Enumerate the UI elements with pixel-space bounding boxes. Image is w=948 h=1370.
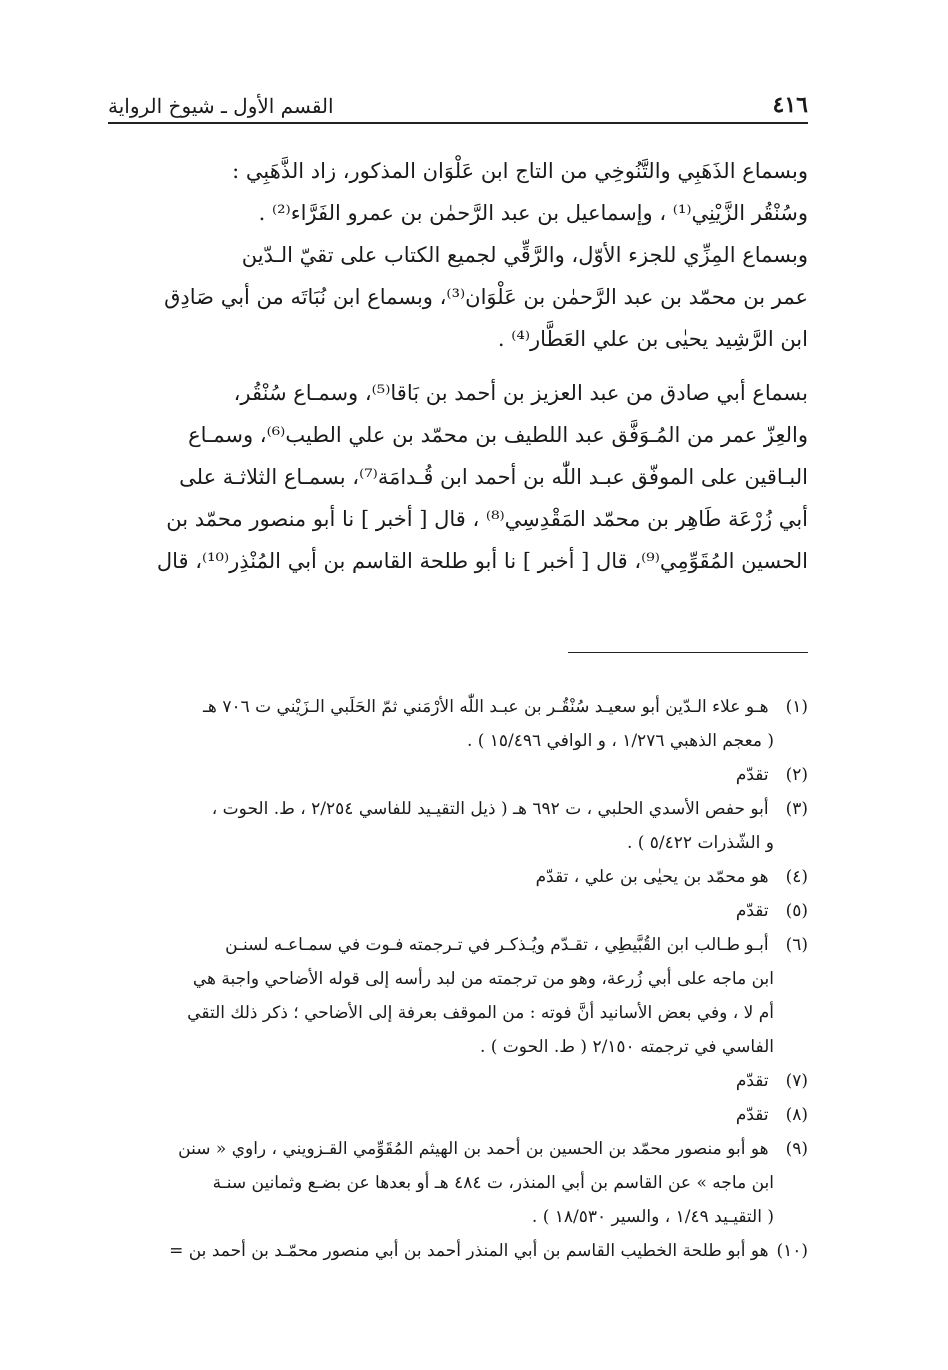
footnote-3 [108,792,808,860]
footnote-separator [568,652,808,653]
footnote-number: (٣) [785,799,808,819]
footnote-line: تقدّم [735,1105,769,1125]
paragraph-1 [108,150,808,234]
footnote-line: أبـو طـالب ابن القُبَّيطِي ، تقـدّم ويُـذكـر في تـرجمته فـوت في سمـاعـه لسنـن [225,935,769,955]
footnote-line: تقدّم [735,1071,769,1091]
paragraph-2 [108,234,808,360]
footnote-line: ( التقيـيد ١/٤٩ ، والسير ١٨/٥٣٠ ) . [531,1207,774,1227]
footnote-line: أبو حفص الأسدي الحلبي ، ت ٦٩٢ هـ ( ذيل التقيـيد للفاسي ٢/٢٥٤ ، ط. الحوت ، [211,799,769,819]
footnote-line: أم لا ، وفي بعض الأسانيد أنَّ فوته : من الموقف بعرفة إلى الأضاحي ؛ ذكر ذلك التقي [187,1003,774,1023]
paragraph-3 [108,372,808,582]
footnote-8 [108,1098,808,1132]
text-line: أبي زُرْعَة طَاهِر بن محمّد المَقْدِسِي⁽⁸⁾ ، قال [ أخبر ] نا أبو منصور محمّد بن [166,507,808,531]
footnote-6 [108,928,808,1064]
footnote-9 [108,1132,808,1234]
footnote-line: ابن ماجه على أبي زُرعة، وهو من ترجمته من لبد رأسه إلى قوله الأضاحي واجبة هي [192,969,774,989]
text-line: وسُنْقُر الزَّيْنِي⁽¹⁾ ، وإسماعيل بن عبد الرَّحمٰن بن عمرو الفَرَّاء⁽²⁾ . [258,201,808,225]
footnote-7 [108,1064,808,1098]
footnote-number: (٤) [785,867,808,887]
footnote-2 [108,758,808,792]
footnote-1 [108,690,808,758]
text-line: وبسماع المِزِّي للجزء الأوّل، والرَّقِّي لجميع الكتاب على تقيّ الـدّين [241,243,808,267]
footnote-number: (١) [785,697,808,717]
footnote-number: (٢) [785,765,808,785]
footnote-10 [108,1234,808,1268]
footnote-number: (١٠) [776,1241,808,1261]
footnote-line: هو محمّد بن يحيٰى بن علي ، تقدّم [535,867,769,887]
text-line: ابن الرَّشِيد يحيٰى بن علي العَطَّار⁽⁴⁾ . [497,327,808,351]
text-line: وبسماع الذَهَبِي والتَّنُوخِي من التاج ابن عَلْوَان المذكور، زاد الذَّهَبِي : [232,159,808,183]
footnote-line: ابن ماجه » عن القاسم بن أبي المنذر، ت ٤٨٤ هـ أو بعدها عن بضـع وثمانين سنـة [212,1173,774,1193]
running-header [108,80,808,118]
footnote-line: تقدّم [735,901,769,921]
footnotes [108,690,808,1268]
text-line: بسماع أبي صادق من عبد العزيز بن أحمد بن بَاقا⁽⁵⁾، وسمـاع سُنْقُر، [233,381,808,405]
header-rule [108,122,808,124]
footnote-number: (٦) [785,935,808,955]
text-line: البـاقين على الموفّق عبـد اللّٰه بن أحمد ابن قُـدامَة⁽⁷⁾، بسمـاع الثلاثـة على [179,465,808,489]
footnote-line: هو أبو طلحة الخطيب القاسم بن أبي المنذر أحمد بن أبي منصور محمّـد بن أحمد بن = [169,1241,769,1261]
main-text [108,150,808,582]
page-number: ٤١٦ [772,92,808,118]
footnote-line: هـو علاء الـدّين أبو سعيـد سُنْقُـر بن عبـد اللّٰه الأرْمَني ثمّ الحَلَبي الـزَيْني ت ٧٠٦ هـ [202,697,769,717]
text-line: الحسين المُقَوِّمِي⁽⁹⁾، قال [ أخبر ] نا أبو طلحة القاسم بن أبي المُنْذِر⁽¹⁰⁾، قال [156,549,808,573]
footnote-number: (٩) [785,1139,808,1159]
footnote-line: تقدّم [735,765,769,785]
text-line: والعِزّ عمر من المُـوَفَّق عبد اللطيف بن محمّد بن علي الطيب⁽⁶⁾، وسمـاع [188,423,808,447]
text-line: عمر بن محمّد بن عبد الرَّحمٰن بن عَلْوَان⁽³⁾، وبسماع ابن نُبَاتَه من أبي صَادِق [164,285,808,309]
running-title: القسم الأول ـ شيوخ الرواية [108,94,334,118]
footnote-number: (٧) [785,1071,808,1091]
footnote-number: (٨) [785,1105,808,1125]
footnote-5 [108,894,808,928]
footnote-line: و الشّذرات ٥/٤٢٢ ) . [626,833,774,853]
footnote-line: هو أبو منصور محمّد بن الحسين بن أحمد بن الهيثم المُقَوِّمي القـزويني ، راوي « سنن [178,1139,769,1159]
footnote-4 [108,860,808,894]
footnote-number: (٥) [785,901,808,921]
footnote-line: الفاسي في ترجمته ٢/١٥٠ ( ط. الحوت ) . [479,1037,774,1057]
footnote-line: ( معجم الذهبي ١/٢٧٦ ، و الوافي ١٥/٤٩٦ ) . [466,731,774,751]
